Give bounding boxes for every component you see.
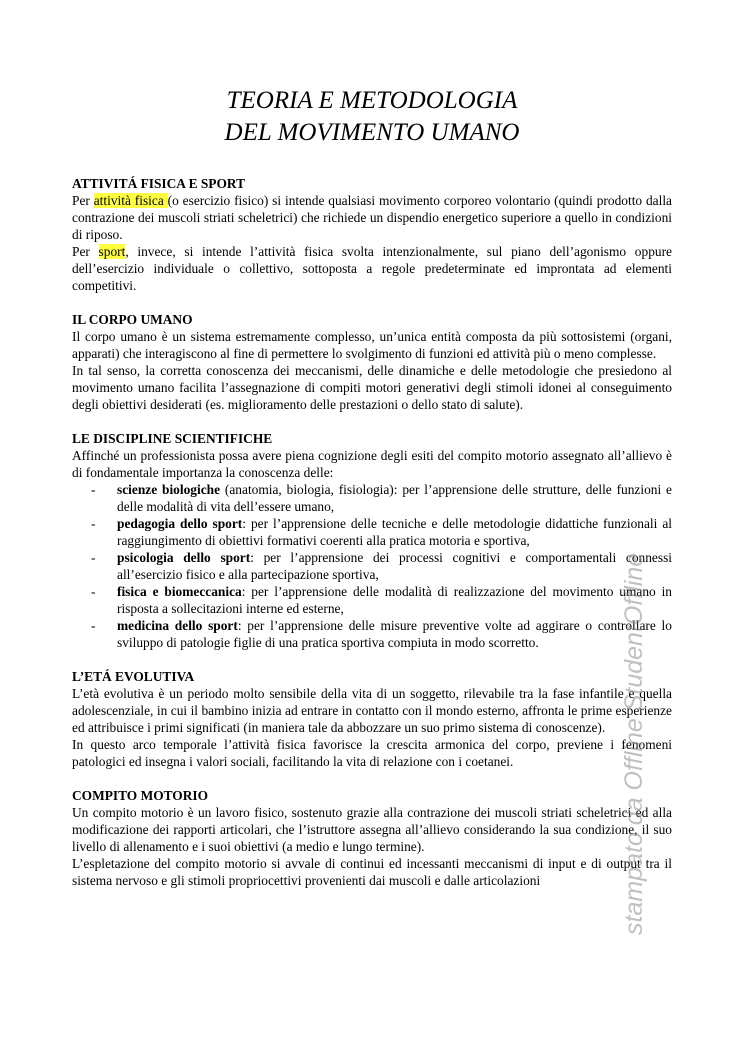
paragraph: L’età evolutiva è un periodo molto sensibile della vita di un soggetto, rilevabile tra la fase infantile e quella adolescenziale, in cui il bambino inizia ad entrare in contatto con il mondo esterno, affronta le prime esperienze ed attribuisce i primi significati (in maniera tale da abbozzare un suo primo sistema di conoscenze). xyxy=(72,686,672,735)
list-term: pedagogia dello sport xyxy=(117,516,243,531)
section-heading: IL CORPO UMANO xyxy=(72,312,193,327)
paragraph: Il corpo umano è un sistema estremamente complesso, un’unica entità composta da più sottosistemi (organi, apparati) che interagiscono al fine di permettere lo svolgimento di funzioni ed attività più o meno complesse. xyxy=(72,329,672,361)
dash-bullet: - xyxy=(91,550,96,565)
paragraph: L’espletazione del compito motorio si avvale di continui ed incessanti meccanismi di input e di output tra il sistema nervoso e gli stimoli propriocettivi provenienti dai muscoli e dalle articolazioni xyxy=(72,856,672,888)
section-discipline xyxy=(72,430,672,651)
section-heading: L’ETÁ EVOLUTIVA xyxy=(72,669,195,684)
section-heading: ATTIVITÁ FISICA E SPORT xyxy=(72,176,246,191)
document-page xyxy=(72,85,672,906)
list-term: psicologia dello sport xyxy=(117,550,251,565)
dash-bullet: - xyxy=(91,516,96,531)
paragraph: Un compito motorio è un lavoro fisico, sostenuto grazie alla contrazione dei muscoli striati scheletrici ed alla modificazione dei rapporti articolari, che l’istruttore assegna all’allievo considerando la sua condizione, il suo livello di allenamento e i suoi obiettivi (a medio e lungo termine). xyxy=(72,805,672,854)
paragraph xyxy=(72,243,672,294)
discipline-list xyxy=(72,481,672,651)
highlighted-term: sport xyxy=(98,244,126,259)
dash-bullet: - xyxy=(91,584,96,599)
document-title xyxy=(72,85,672,149)
title-line-1: TEORIA E METODOLOGIA xyxy=(226,87,518,114)
list-text: : per l’apprensione dei processi cognitivi e comportamentali connessi all’esercizio fisico e alla partecipazione sportiva, xyxy=(117,550,672,582)
list-item xyxy=(72,549,672,583)
text-run: Per xyxy=(72,244,99,259)
title-line-2: DEL MOVIMENTO UMANO xyxy=(224,119,520,146)
dash-bullet: - xyxy=(91,482,96,497)
list-term: fisica e biomeccanica xyxy=(117,584,242,599)
text-run: Per xyxy=(72,193,94,208)
list-item xyxy=(72,583,672,617)
list-text: : per l’apprensione delle modalità di realizzazione del movimento umano in risposta a sollecitazioni interne ed esterne, xyxy=(117,584,672,616)
paragraph xyxy=(72,192,672,243)
section-heading: COMPITO MOTORIO xyxy=(72,788,209,803)
section-compito xyxy=(72,787,672,889)
section-attivita xyxy=(72,175,672,294)
text-run: (o esercizio fisico) si intende qualsiasi movimento corporeo volontario (quindi prodotto dalla contrazione dei muscoli striati scheletrici) che richiede un dispendio energetico superiore a quello in condizioni di riposo. xyxy=(72,193,672,242)
section-eta xyxy=(72,668,672,770)
highlighted-term: attività fisica xyxy=(93,193,168,208)
list-item xyxy=(72,617,672,651)
paragraph: Affinché un professionista possa avere piena cognizione degli esiti del compito motorio assegnato all’allievo è di fondamentale importanza la conoscenza delle: xyxy=(72,448,672,480)
section-corpo xyxy=(72,311,672,413)
list-text: (anatomia, biologia, fisiologia): per l’apprensione delle strutture, delle funzioni e delle modalità di vita dell’essere umano, xyxy=(117,482,673,514)
list-term: medicina dello sport xyxy=(117,618,238,633)
dash-bullet: - xyxy=(91,618,96,633)
watermark-text: stampato da Offline StudentOffline xyxy=(620,552,648,935)
paragraph: In questo arco temporale l’attività fisica favorisce la crescita armonica del corpo, previene i fenomeni patologici ed insegna i valori sociali, facilitando la vita di relazione con i coetanei. xyxy=(72,737,672,769)
watermark xyxy=(620,535,658,935)
list-text: : per l’apprensione delle tecniche e delle metodologie didattiche funzionali al raggiungimento di obiettivi formativi coerenti alla pratica motoria e sportiva, xyxy=(117,516,672,548)
list-item xyxy=(72,481,672,515)
section-heading: LE DISCIPLINE SCIENTIFICHE xyxy=(72,431,273,446)
text-run: , invece, si intende l’attività fisica svolta intenzionalmente, sul piano dell’agonismo oppure dell’esercizio individuale o collettivo, sottoposta a regole predeterminate ed improntata ad elementi competitivi. xyxy=(72,244,672,293)
paragraph: In tal senso, la corretta conoscenza dei meccanismi, delle dinamiche e delle metodologie che presiedono al movimento umano facilita l’assegnazione di compiti motori generativi degli stimoli idonei al conseguimento degli obiettivi desiderati (es. miglioramento delle prestazioni o dello stato di salute). xyxy=(72,363,672,412)
list-term: scienze biologiche xyxy=(117,482,221,497)
list-text: : per l’apprensione delle misure preventive volte ad aggirare o controllare lo sviluppo di patologie figlie di una pratica sportiva compiuta in modo scorretto. xyxy=(117,618,672,650)
list-item xyxy=(72,515,672,549)
